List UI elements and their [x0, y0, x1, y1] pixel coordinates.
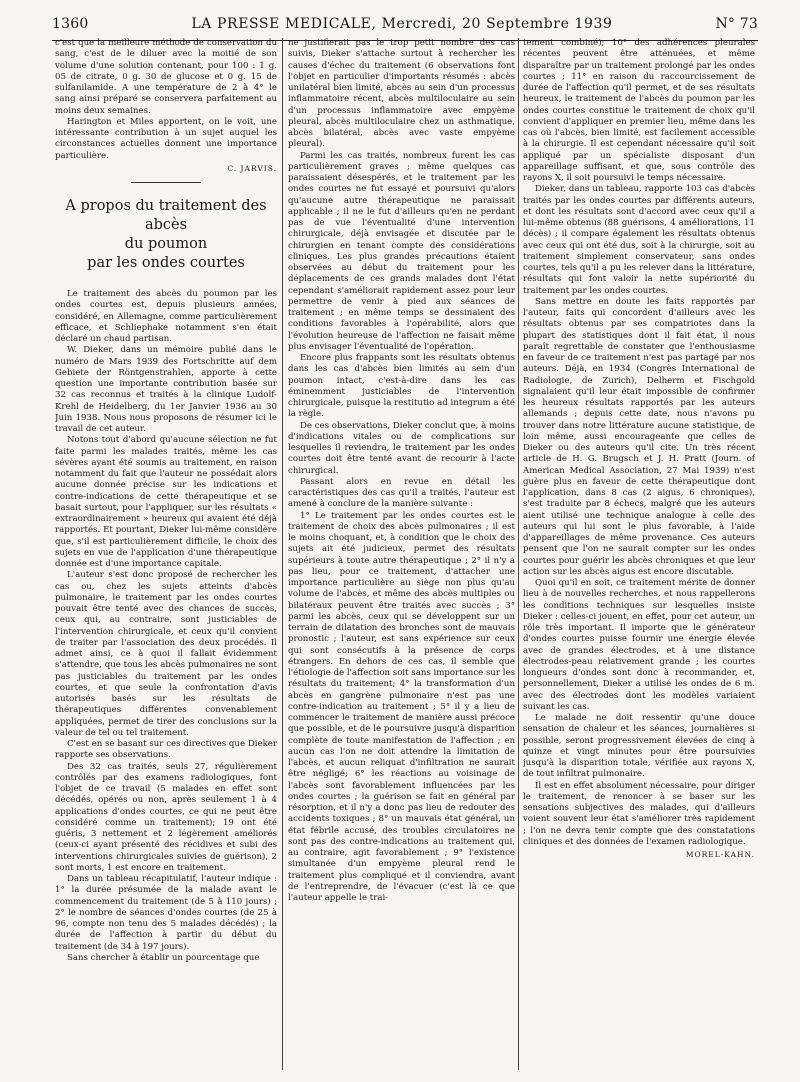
paragraph: Sans mettre en doute les faits rapportés par l'auteur, faits qui concordent d'ailleurs avec les résultats obtenus par ses compatriotes dans la plupart des statistiques dont il fait état, il nous paraît regrettable de constater que l'enthousiasme en faveur de ce traitement n'est pas partagé par nos auteurs. Déjà, en 1934 (Congrès International de Radiologie, de Zurich), Delherm et Fischgold signalaient qu'il leur était impossible de confirmer les heureux résultats rapportés par les auteurs allemands ; depuis cette date, nous n'avons pu trouver dans notre littérature aucune statistique, de loin même, aussi encourageante que celles de Dieker ou des auteurs qu'il cite. Un très récent article de H. G. Brugsch et J. H. Pratt (Journ. of American Medical Association, 27 Mai 1939) n'est guère plus en faveur de cette thérapeutique dont l'application, dans 8 cas (2 aigus, 6 chroniques), s'est traduite par 8 échecs, malgré que les auteurs aient utilisé une technique analogue à celle des auteurs qui lui sont le plus favorable, à l'aide d'appareillages de même provenance. Ces auteurs pensent que l'on ne saurait compter sur les ondes courtes pour guérir les abcès chroniques et que leur action sur les abcès aigus est encore discutable.: [523, 296, 755, 577]
paragraph: Parmi les cas traités, nombreux furent les cas particulièrement graves ; même quelques cas paraissaient désespérés, et le traitement par les ondes courtes ne fut essayé et poursuivi qu'alors qu'aucune autre thérapeutique ne paraissait applicable ; il ne le fut d'ailleurs qu'en ne perdant pas de vue l'éventualité d'une intervention chirurgicale, déjà envisagée et discutée par le chirurgien en tenant compte des considérations cliniques. Les plus grandes précautions étaient observées au début du traitement pour les déplacements de ces grands malades dont l'état cependant s'améliorait rapidement assez pour leur permettre de venir à pied aux séances de traitement ; en même temps se dessinaient des conditions favorables à l'opérabilité, alors que l'évolution heureuse de l'affection ne faisait même plus envisager l'éventualité de l'opération.: [288, 150, 515, 352]
column-3: [523, 38, 755, 1070]
section-divider: [131, 182, 201, 183]
title-line: par les ondes courtes: [87, 255, 245, 271]
paragraph: Dieker, dans un tableau, rapporte 103 cas d'abcès traités par les ondes courtes par différents auteurs, et dont les résultats sont d'accord avec ceux qu'il a lui-même obtenus (88 guérisons, 4 améliorations, 11 décès) ; il compare également les résultats obtenus avec ceux qui ont été dus, soit à la chirurgie, soit au traitement simplement conservateur, sans ondes courtes, tels qu'il a pu les relever dans la littérature, résultats qui font valoir la nette supériorité du traitement par les ondes courtes.: [523, 184, 755, 296]
column-1: [55, 38, 277, 1070]
paragraph: W. Dieker, dans un mémoire publié dans le numéro de Mars 1939 des Fortschritte auf dem Gebiete der Röntgenstrahlen, apporte à cette question une importante contribution basée sur 32 cas reconnus et traités à la clinique Ludolf-Krehl de Heidelberg, du 1er Janvier 1936 au 30 Juin 1938. Nous nous proposons de résumer ici le travail de cet auteur.: [55, 345, 277, 434]
issue-number: N° 73: [715, 16, 758, 32]
page-number: 1360: [52, 16, 89, 32]
paragraph: Le traitement des abcès du poumon par les ondes courtes est, depuis plusieurs années, considéré, en Allemagne, comme particulièrement efficace, et Schliephake notamment s'en était déclaré un chaud partisan.: [55, 289, 277, 344]
paragraph: Encore plus frappants sont les résultats obtenus dans les cas d'abcès bien limités au sein d'un poumon intact, c'est-à-dire dans les cas éminemment justiciables de l'intervention chirurgicale, puisque la restitutio ad integrum a été la règle.: [288, 353, 515, 420]
paragraph: Sans chercher à établir un pourcentage que: [67, 952, 260, 963]
paragraph: 1° Le traitement par les ondes courtes est le traitement de choix des abcès pulmonaires ; il est le moins choquant, et, à condition que le choix des sujets ait été judicieux, permet des résultats supérieurs à toute autre thérapeutique ; 2° il n'y a pas lieu, pour ce traitement, d'attacher une importance particulière au siège non plus qu'au volume de l'abcès, et même des abcès multiples ou bilatéraux peuvent être traités avec succès ; 3° parmi les abcès, ceux qui se développent sur un terrain de dilatation des bronches sont de mauvais pronostic ; l'auteur, est sans expérience sur ceux qui sont consécutifs à la présence de corps étrangers. En dehors de ces cas, il semble que l'étiologie de l'affection soit sans importance sur les résultats du traitement; 4° la transformation d'un abcès en gangrène pulmonaire n'est pas une contre-indication au traitement ; 5° il y a lieu de commencer le traitement de manière aussi précoce que possible, et de le poursuivre jusqu'à disparition complète de toute manifestation de l'affection ; en aucun cas l'on ne doit attendre la limitation de l'abcès, et aucun reliquat d'infiltration ne saurait être négligé; 6° les réactions au voisinage de l'abcès sont favorablement influencées par les ondes courtes ; la guérison se fait en général par résorption, et il n'y a donc pas lieu de redouter des accidents toxiques ; 8° un mauvais état général, un état fébrile accusé, des troubles circulatoires ne sont pas des contre-indications au traitement qui, au contraire, agit favorablement ; 9° l'existence simultanée d'un empyème pleural rend le traitement plus compliqué et il conviendra, avant de l'entreprendre, de l'évacuer (c'est là ce que l'auteur appelle le trai-: [288, 510, 515, 903]
paragraph: Dans un tableau récapitulatif, l'auteur indique : 1° la durée présumée de la malade avant le commencement du traitement (de 5 à 110 jours) ; 2° le nombre de séances d'ondes courtes (de 25 à 96, compte non tenu des 5 malades décédés) ; la durée de l'affection à partir du début du traitement (de 34 à 197 jours).: [55, 874, 277, 952]
paragraph: c'est que la meilleure méthode de conservation du sang, c'est de le diluer avec la moitié de son volume d'une solution contenant, pour 100 : 1 g. 05 de citrate, 0 g. 30 de glucose et 0 g. 15 de sulfanilamide. A une température de 2 à 4° le sang ainsi préparé se conservera parfaitement au moins deux semaines.: [55, 38, 277, 116]
paragraph: Il est en effet absolument nécessaire, pour diriger le traitement, de renoncer à se baser sur les sensations subjectives des malades, qui d'ailleurs voient souvent leur état s'améliorer très rapidement ; l'on ne devra tenir compte que des constatations cliniques et des données de l'examen radiologique.: [523, 780, 755, 847]
signature-morel-kahn: MOREL-KAHN.: [685, 850, 755, 859]
paragraph: Le malade ne doit ressentir qu'une douce sensation de chaleur et les séances, journalières si possible, seront progressivement élevées de cinq à quinze et vingt minutes pour être poursuivies jusqu'à la disparition totale, vérifiée aux rayons X, de tout infiltrat pulmonaire.: [523, 713, 755, 780]
page-header: [52, 16, 758, 36]
article-title: [55, 197, 277, 273]
paragraph: De ces observations, Dieker conclut que, à moins d'indications vitales ou de complications sur lesquelles il reviendra, le traitement par les ondes courtes doit être tenté avant de recourir à l'acte chirurgical.: [288, 420, 515, 476]
paragraph: C'est en se basant sur ces directives que Dieker rapporte ses observations.: [55, 739, 277, 761]
column-divider: [282, 38, 283, 1070]
paragraph: Des 32 cas traités, seuls 27, régulièrement contrôlés par des examens radiologiques, font l'objet de ce travail (5 malades en effet sont décédés, opérés ou non, après seulement 1 à 4 applications d'ondes courtes, ce qui ne peut être considéré comme un traitement); 19 ont été guéris, 3 nettement et 2 légèrement améliorés (ceux-ci ayant présenté des récidives et subi des interventions chirurgicales suivies de guérison), 2 sont morts, 1 est encore en traitement.: [55, 761, 277, 873]
paragraph: L'auteur s'est donc proposé de rechercher les cas ou, chez les sujets atteints d'abcès pulmonaire, le traitement par les ondes courtes pouvait être tenté avec des chances de succès, ceux qui, au contraire, sont justiciables de l'intervention chirurgicale, et ceux qu'il convient de traiter par l'association des deux procédés. Il admet ainsi, ce à quoi il fallait évidemment s'attendre, que tous les abcès pulmonaires ne sont pas justiciables du traitement par les ondes courtes, et que seule la confrontation d'avis autorisés basés sur les résultats de thérapeutiques différentes convenablement appliquées, permet de tirer des conclusions sur la valeur de tel ou tel traitement.: [55, 570, 277, 738]
paragraph: tement combiné); 10° des adhérences pleurales récentes peuvent être atténuées, et même disparaître par un traitement prolongé par les ondes courtes ; 11° en raison du raccourcissement de durée de l'affection qu'il permet, et de ses résultats heureux, le traitement de l'abcès du poumon par les ondes courtes constitue le traitement de choix qu'il convient d'appliquer en premier lieu, même dans les cas où l'abcès, bien limité, est facilement accessible à la chirurgie. Il est cependant nécessaire qu'il soit appliqué par un spécialiste disposant d'un appareillage suffisant, et que, sous contrôle des rayons X, il soit poursuivi le temps nécessaire.: [523, 38, 755, 183]
paragraph: Harington et Miles apportent, on le voit, une intéressante contribution à un sujet auquel les circonstances actuelles donnent une importance particulière.: [55, 116, 277, 161]
title-line: A propos du traitement des abcès: [65, 198, 267, 233]
column-divider: [518, 38, 519, 1070]
signature-jarvis: C. JARVIS.: [227, 163, 277, 173]
journal-title: LA PRESSE MEDICALE, Mercredi, 20 Septembre 1939: [191, 16, 613, 32]
title-line: du poumon: [124, 236, 208, 252]
paragraph: Passant alors en revue en détail les caractéristiques des cas qu'il a traités, l'auteur est amené à conclure de la manière suivante :: [288, 476, 515, 510]
paragraph: Quoi qu'il en soit, ce traitement mérite de donner lieu à de nouvelles recherches, et nous rappellerons les conditions techniques sur lesquelles insiste Dieker : celles-ci jouent, en effet, pour cet auteur, un rôle très important. Il importe que le générateur d'ondes courtes puisse fournir une énergie élevée avec de grandes électrodes, et à une distance électrodes-peau relativement grande ; les courtes longueurs d'ondes sont donc à recommander, et, personnellement, Dieker a utilisé les ondes de 6 m. avec des électrodes dont les modèles variaient suivant les cas.: [523, 578, 755, 712]
column-2: [288, 38, 515, 1070]
paragraph: ne justifierait pas le trop petit nombre des cas suivis, Dieker s'attache surtout à rechercher les causes d'échec du traitement (6 observations font l'objet en particulier d'importants résumés : abcès unilatéral bien limité, abcès au sein d'un processus inflammatoire récent, abcès multiloculaire au sein d'un processus inflammatoire avec empyème pleural, abcès multiloculaire chez un asthmatique, abcès bilatéral, abcès avec vaste empyème pleural).: [288, 38, 515, 150]
paragraph: Notons tout d'abord qu'aucune sélection ne fut faite parmi les malades traités, même les cas sévères ayant été soumis au traitement, en raison notamment du fait que l'auteur ne possédait alors aucune donnée précise sur les indications et contre-indications de cette thérapeutique et se basait surtout, pour l'appliquer, sur les résultats « extraordinairement » heureux qui avaient été déjà rapportés. Et pourtant, Dieker lui-même considère que, s'il est particulièrement difficile, le choix des sujets en vue de l'application d'une thérapeutique donnée est d'une importance capitale.: [55, 435, 277, 569]
